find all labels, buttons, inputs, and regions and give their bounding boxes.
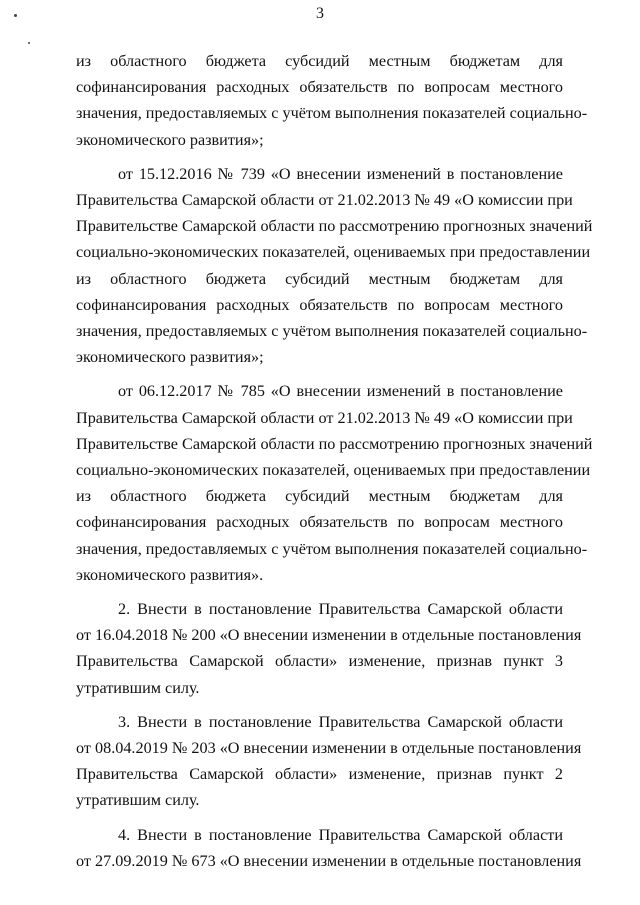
document-body — [76, 48, 593, 874]
text-line: из областного бюджета субсидий местным бюджетам для — [76, 487, 563, 506]
scan-speck — [14, 14, 17, 17]
text-line: Правительства Самарской области от 21.02.2013 № 49 «О комиссии при — [76, 408, 573, 427]
paragraph-gap — [76, 370, 563, 378]
page-number: 3 — [316, 5, 324, 22]
text-line: экономического развития». — [76, 565, 264, 584]
text-line: из областного бюджета субсидий местным бюджетам для — [76, 269, 563, 288]
text-line: софинансирования расходных обязательств по вопросам местного — [76, 513, 563, 532]
text-line: Правительства Самарской области» изменение, признав пункт 3 — [76, 652, 563, 671]
text-line: значения, предоставляемых с учётом выполнения показателей социально- — [76, 539, 588, 558]
scan-speck — [28, 42, 30, 44]
text-line: от 15.12.2016 № 739 «О внесении изменений в постановление — [118, 164, 563, 183]
text-line: экономического развития»; — [76, 348, 264, 367]
paragraph — [76, 709, 582, 814]
text-line: Правительства Самарской области от 21.02.2013 № 49 «О комиссии при — [76, 191, 573, 210]
text-line: от 08.04.2019 № 203 «О внесении изменении в отдельные постановления — [76, 739, 582, 758]
text-line: 3. Внести в постановление Правительства Самарской области — [118, 712, 563, 731]
text-line: 2. Внести в постановление Правительства Самарской области — [118, 600, 563, 619]
text-line: софинансирования расходных обязательств по вопросам местного — [76, 78, 563, 97]
text-line: 4. Внести в постановление Правительства Самарской области — [118, 825, 563, 844]
text-line: значения, предоставляемых с учётом выполнения показателей социально- — [76, 322, 588, 341]
paragraph — [76, 378, 593, 588]
paragraph — [76, 161, 593, 371]
paragraph — [76, 48, 588, 153]
text-line: из областного бюджета субсидий местным бюджетам для — [76, 52, 563, 70]
text-line: Правительстве Самарской области по рассмотрению прогнозных значений — [76, 434, 593, 453]
text-line: утратившим силу. — [76, 791, 200, 810]
paragraph-gap — [76, 701, 563, 709]
paragraph-gap — [76, 153, 563, 161]
paragraph-gap — [76, 814, 563, 822]
text-line: социально-экономических показателей, оцениваемых при предоставлении — [76, 243, 591, 262]
text-line: утратившим силу. — [76, 678, 200, 697]
text-line: социально-экономических показателей, оцениваемых при предоставлении — [76, 461, 591, 480]
text-line: от 27.09.2019 № 673 «О внесении изменении в отдельные постановления — [76, 851, 582, 870]
text-line: Правительства Самарской области» изменение, признав пункт 2 — [76, 765, 563, 784]
text-line: софинансирования расходных обязательств по вопросам местного — [76, 295, 563, 314]
text-line: значения, предоставляемых с учётом выполнения показателей социально- — [76, 104, 588, 123]
text-line: от 06.12.2017 № 785 «О внесении изменений в постановление — [118, 382, 563, 401]
text-line: экономического развития»; — [76, 130, 264, 149]
paragraph-gap — [76, 588, 563, 596]
text-line: Правительстве Самарской области по рассмотрению прогнозных значений — [76, 217, 593, 236]
paragraph — [76, 596, 582, 701]
text-line: от 16.04.2018 № 200 «О внесении изменении в отдельные постановления — [76, 626, 582, 645]
paragraph — [76, 822, 582, 874]
